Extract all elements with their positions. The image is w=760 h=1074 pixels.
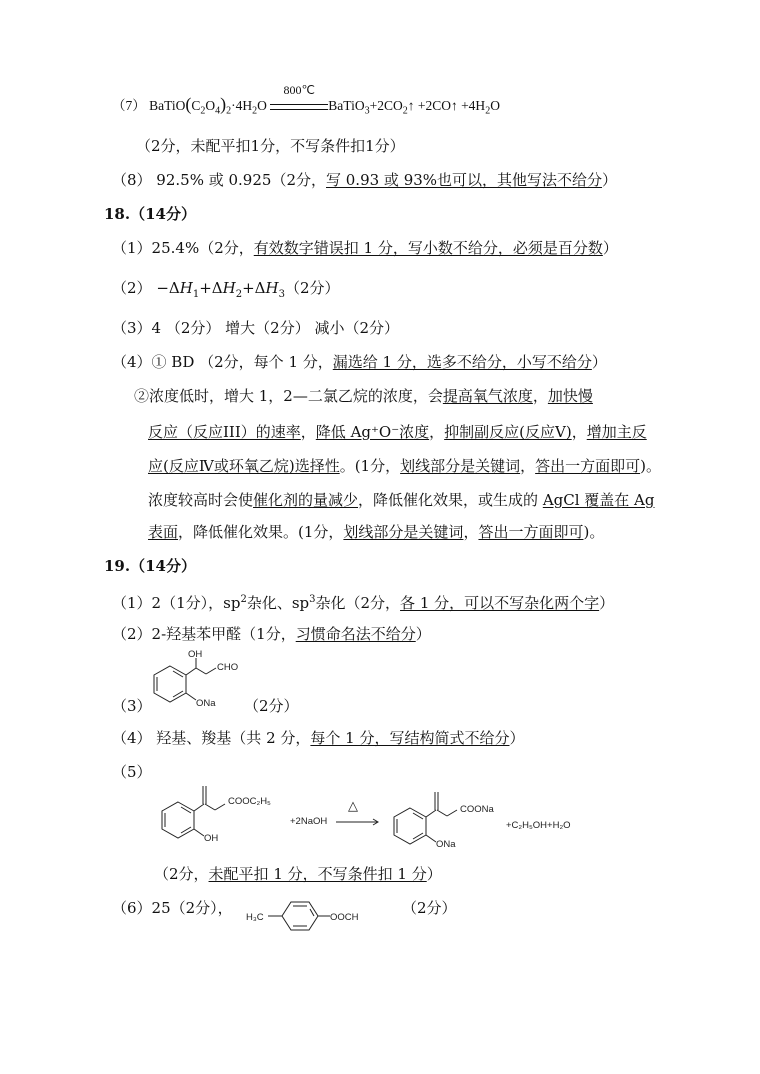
q18-part1: （1）25.4%（2分，有效数字错误扣 1 分，写小数不给分，必须是百分数） bbox=[112, 239, 618, 257]
byproduct-label: +C₂H₅OH+H₂O bbox=[506, 820, 571, 831]
q18-part4-1: （4）① BD （2分，每个 1 分，漏选给 1 分，选多不给分，小写不给分） bbox=[112, 353, 607, 371]
q19-part6: （6）25（2分）， bbox=[112, 899, 233, 917]
q19-part3-structure bbox=[140, 648, 250, 712]
q18-part4-2-line5: 表面，降低催化效果。(1分，划线部分是关键词，答出一方面即可)。 bbox=[148, 523, 605, 541]
q18-title: 18.（14分） bbox=[104, 205, 196, 223]
q18-part2: $(2) -\Delta H_1+\Delta H_2+\Delta H_3(2$分） bbox=[112, 279, 340, 300]
q19-part2: （2）2-羟基苯甲醛（1分，习惯命名法不给分） bbox=[112, 625, 431, 643]
q19-part5-number: （5） bbox=[112, 763, 152, 781]
product-benzene-ring bbox=[394, 808, 426, 844]
oocch-label: OOCH bbox=[330, 912, 359, 923]
benzene-ring bbox=[154, 666, 186, 702]
q19-part5-note: （2分，未配平扣 1 分，不写条件扣 1 分） bbox=[154, 865, 442, 883]
q19-part6-score: （2分） bbox=[402, 899, 457, 917]
q19-title: 19.（14分） bbox=[104, 557, 196, 575]
ester-label: COOC₂H₅ bbox=[228, 796, 271, 807]
q7-note: （2分，未配平扣1分，不写条件扣1分） bbox=[136, 137, 405, 155]
naoh-label: +2NaOH bbox=[290, 816, 328, 827]
q19-part3-number: （3） bbox=[112, 697, 152, 715]
q18-part4-2-line4: 浓度较高时会使催化剂的量减少，降低催化效果，或生成的 AgCl 覆盖在 Ag bbox=[148, 491, 655, 509]
q19-part3-score: （2分） bbox=[244, 697, 299, 715]
coona-label: COONa bbox=[460, 804, 494, 815]
ona-label: ONa bbox=[436, 839, 456, 850]
q19-part6-structure bbox=[242, 894, 382, 934]
oh-label: OH bbox=[204, 833, 219, 844]
reaction-condition: 800℃ bbox=[270, 96, 328, 116]
q19-part5-reaction bbox=[150, 774, 580, 854]
q18-part3: （3）4 （2分） 增大（2分） 减小（2分） bbox=[112, 319, 400, 337]
q18-part4-2-line3: 应(反应Ⅳ或环氧乙烷)选择性。(1分，划线部分是关键词，答出一方面即可)。 bbox=[148, 457, 662, 475]
q18-part4-2-line2: 反应（反应III）的速率，降低 Ag⁺O⁻浓度，抑制副反应(反应Ⅴ)，增加主反 bbox=[148, 423, 647, 441]
oh-label: OH bbox=[188, 649, 203, 660]
q18-part4-2-line1: ②浓度低时，增大 1，2—二氯乙烷的浓度，会提高氧气浓度，加快慢 bbox=[134, 387, 593, 405]
q7-equation: （7） $BaTiO(C_2O_4)_2\cdot 4H_2O$ 800℃ $BaTiO_3+2CO_2↑$ +2CO↑ $+4H_2O$ bbox=[112, 83, 500, 117]
equals-arrow bbox=[270, 104, 328, 110]
q19-part4: （4） 羟基、羧基（共 2 分，每个 1 分，写结构简式不给分） bbox=[112, 729, 525, 747]
q19-part1: （1）2（1分），$sp^2$杂化、$sp^3$杂化（2分，各 1 分，可以不写杂化两个字） bbox=[112, 594, 615, 612]
cho-label: CHO bbox=[217, 662, 239, 673]
delta-sign: △ bbox=[348, 798, 358, 813]
q8-answer: （8） 92.5% 或 0.925（2分，写 0.93 或 93%也可以，其他写法不给分） bbox=[112, 171, 618, 189]
q7-number: （7） bbox=[112, 98, 146, 113]
h3c-label: H₃C bbox=[246, 912, 264, 923]
ona-label: ONa bbox=[196, 698, 216, 709]
reactant-benzene-ring bbox=[162, 802, 194, 838]
